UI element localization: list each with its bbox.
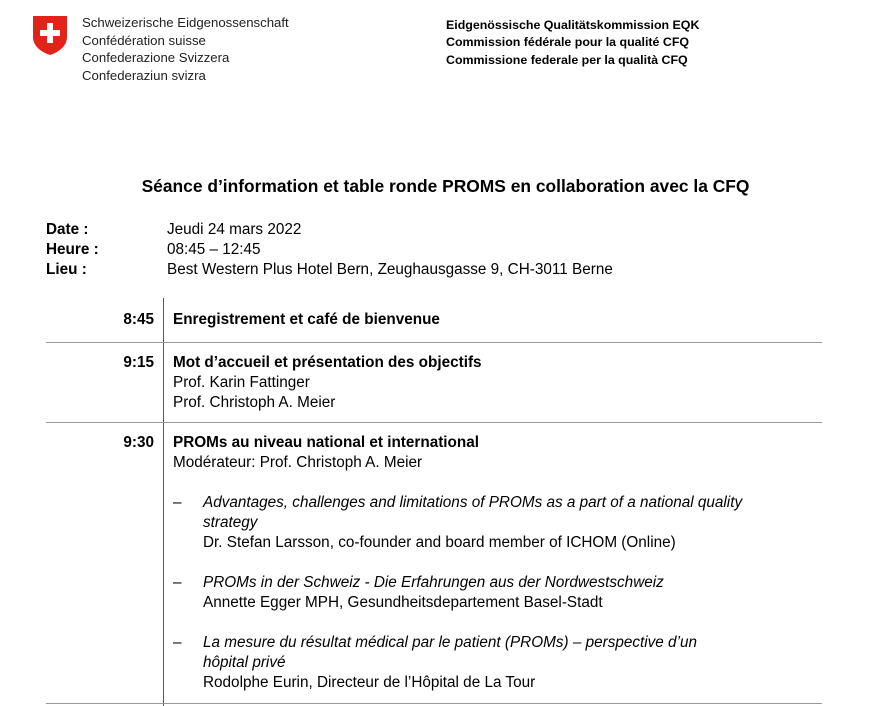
commission-name-fr: Commission fédérale pour la qualité CFQ [446, 35, 690, 50]
agenda-divider [46, 703, 822, 704]
bullet-dash: – [173, 634, 182, 651]
time-label: Heure : [46, 241, 99, 258]
agenda-item-title: Enregistrement et café de bienvenue [173, 311, 440, 328]
agenda-divider-vertical [163, 298, 164, 706]
speaker: Prof. Karin Fattinger [173, 374, 310, 391]
confederation-name-rm: Confederaziun svizra [82, 67, 206, 83]
agenda-item [173, 433, 479, 473]
location-row [46, 260, 613, 280]
agenda-time: 8:45 [123, 311, 154, 328]
talk-title: strategy [203, 514, 258, 531]
talk-title: hôpital privé [203, 654, 286, 671]
date-label: Date : [46, 221, 89, 238]
time-value: 08:45 – 12:45 [167, 241, 261, 258]
talk-title: PROMs in der Schweiz - Die Erfahrungen aus der Nordwestschweiz [203, 574, 664, 591]
swiss-flag-icon [32, 15, 68, 56]
agenda-divider [46, 342, 822, 343]
agenda-item [173, 310, 440, 330]
event-details [46, 220, 613, 280]
document-title: Séance d’information et table ronde PROMS en collaboration avec la CFQ [141, 176, 750, 196]
bullet-dash: – [173, 574, 182, 591]
agenda-item-title: PROMs au niveau national et international [173, 434, 479, 451]
location-value: Best Western Plus Hotel Bern, Zeughausgasse 9, CH-3011 Berne [167, 261, 613, 278]
bullet-dash: – [173, 494, 182, 511]
confederation-name-fr: Confédération suisse [82, 32, 206, 48]
talk-item [173, 493, 823, 553]
agenda-item-title: Mot d’accueil et présentation des objectifs [173, 354, 482, 371]
agenda-time: 9:30 [123, 434, 154, 451]
commission-name-it: Commissione federale per la qualità CFQ [446, 52, 688, 67]
talk-title: Advantages, challenges and limitations of PROMs as a part of a national quality [203, 494, 743, 511]
talk-item [173, 573, 823, 613]
talk-title: La mesure du résultat médical par le patient (PROMs) – perspective d’un [203, 634, 697, 651]
time-row [46, 240, 613, 260]
moderator: Modérateur: Prof. Christoph A. Meier [173, 454, 423, 471]
date-row [46, 220, 613, 240]
commission-names [446, 17, 699, 69]
agenda-item [173, 353, 482, 413]
talk-speaker: Rodolphe Eurin, Directeur de l’Hôpital de La Tour [203, 674, 536, 691]
date-value: Jeudi 24 mars 2022 [167, 221, 302, 238]
commission-name-de: Eidgenössische Qualitätskommission EQK [446, 18, 700, 32]
confederation-name-it: Confederazione Svizzera [82, 50, 230, 65]
agenda-divider [46, 422, 822, 423]
speaker: Prof. Christoph A. Meier [173, 394, 336, 411]
talk-speaker: Annette Egger MPH, Gesundheitsdepartement Basel-Stadt [203, 594, 603, 611]
talk-item [173, 633, 823, 693]
location-label: Lieu : [46, 261, 87, 278]
agenda-time: 9:15 [123, 354, 154, 371]
confederation-names [82, 14, 289, 84]
talk-speaker: Dr. Stefan Larsson, co-founder and board member of ICHOM (Online) [203, 534, 676, 551]
confederation-name-de: Schweizerische Eidgenossenschaft [82, 15, 289, 30]
